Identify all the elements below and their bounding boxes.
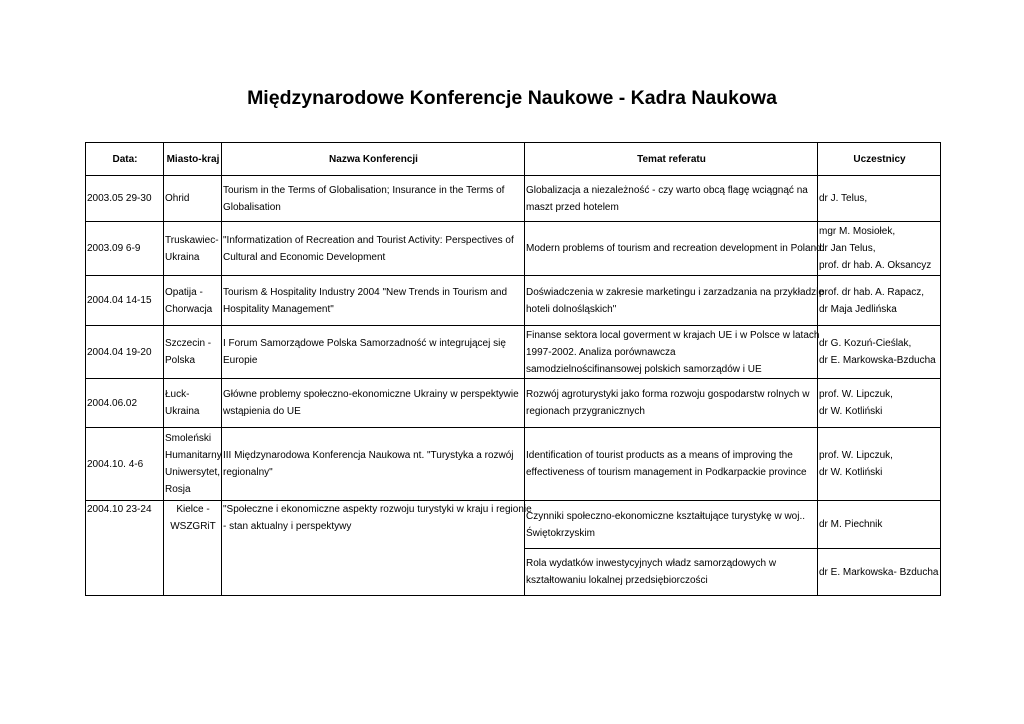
topic-cell-line: Doświadczenia w zakresie marketingu i zarzadzania na przykładzie [526,286,824,298]
topic-cell [525,379,818,428]
conference-cell [222,428,525,501]
conference-cell-line: Europie [223,355,258,366]
topic-cell [525,176,818,222]
city-cell [164,379,222,428]
city-cell-line: Truskawiec- [165,234,219,246]
date-cell-line: 2003.05 29-30 [87,193,152,204]
conference-cell-line: Globalisation [223,201,281,213]
participants-cell [818,549,941,596]
participants-cell-line: dr Maja Jedlińska [819,303,897,315]
city-cell-line: Ukraina [165,251,200,263]
topic-cell-line: Identification of tourist products as a means of improving the [526,450,793,461]
date-cell [86,501,164,549]
city-cell-line: Ohrid [165,193,190,204]
participants-cell-line: dr G. Kozuń-Cieślak, [819,338,912,349]
date-cell-line: 2004.06.02 [87,397,138,409]
topic-cell-line: regionach przygranicznych [526,406,645,417]
table-row [86,428,941,501]
participants-cell [818,501,941,549]
conference-cell-line: regionalny" [223,467,273,478]
participants-cell-line: prof. dr hab. A. Rapacz, [819,286,925,298]
participants-cell [818,326,941,379]
topic-cell-line: Modern problems of tourism and recreation development in Poland. [526,243,825,254]
participants-cell [818,276,941,326]
conference-cell-line: III Międzynarodowa Konferencja Naukowa nt. "Turystyka a rozwój [223,450,514,461]
participants-cell-line: prof. W. Lipczuk, [819,450,893,461]
topic-cell-line: hoteli dolnośląskich" [526,303,617,315]
header-topic: Temat referatu [525,143,818,176]
city-cell-line: Uniwersytet, [165,467,221,478]
date-cell [86,176,164,222]
conference-cell-line: wstąpienia do UE [223,406,301,417]
participants-cell-line: mgr M. Mosiołek, [819,226,896,237]
participants-cell-line: dr W. Kotliński [819,467,883,478]
participants-cell-line: prof. W. Lipczuk, [819,389,893,400]
table-row [86,549,941,596]
conference-cell [222,326,525,379]
date-cell-line: 2004.04 14-15 [87,295,152,306]
conference-cell-line: Cultural and Economic Development [223,251,386,263]
topic-cell-line: Czynniki społeczno-ekonomiczne kształtujące turystykę w woj.. [526,510,805,522]
topic-cell-line: Finanse sektora local goverment w krajach UE i w Polsce w latach [526,329,820,341]
date-cell-line: 2004.10 23-24 [87,504,152,515]
conference-cell [222,276,525,326]
date-cell [86,326,164,379]
city-cell-line: Szczecin - [165,338,212,349]
table-row [86,501,941,549]
conference-table [85,142,941,596]
city-cell-line: Kielce - [176,504,210,515]
city-cell-line: Ukraina [165,406,200,417]
participants-cell-line: dr W. Kotliński [819,406,883,417]
topic-cell-line: maszt przed hotelem [526,201,619,213]
conference-cell [222,501,532,549]
header-row [86,143,941,176]
header-city: Miasto-kraj [164,143,222,176]
participants-cell [818,379,941,428]
participants-cell [818,428,941,501]
topic-cell [525,549,818,596]
header-conference: Nazwa Konferencji [222,143,525,176]
city-cell [164,222,222,276]
conference-cell [222,176,525,222]
city-cell-line: Polska [165,355,196,366]
city-cell [164,326,222,379]
conference-cell [222,549,525,596]
topic-cell-line: Globalizacja a niezależność - czy warto obcą flagę wciągnąć na [526,184,808,196]
date-cell [86,379,164,428]
table-row [86,276,941,326]
table-row [86,379,941,428]
date-cell [86,222,164,276]
conference-cell-line: Główne problemy społeczno-ekonomiczne Ukrainy w perspektywie [223,389,519,400]
participants-cell-line: dr Jan Telus, [819,243,876,254]
participants-cell-line: dr J. Telus, [819,193,868,204]
city-cell [164,549,222,596]
conference-cell [222,379,525,428]
topic-cell [525,222,825,276]
topic-cell-line: samodzielnościfinansowej polskich samorządów i UE [526,363,762,375]
city-cell-line: WSZGRiT [170,521,216,532]
topic-cell-line: kształtowaniu lokalnej przedsiębiorczości [526,575,708,586]
date-cell-line: 2004.04 19-20 [87,346,152,358]
conference-cell-line: Tourism in the Terms of Globalisation; Insurance in the Terms of [223,184,505,196]
conference-cell-line: Hospitality Management" [223,303,334,315]
date-cell-line: 2004.10. 4-6 [87,458,144,470]
city-cell [164,501,222,549]
participants-cell-line: dr E. Markowska- Bzducha [819,566,939,578]
participants-cell [818,222,941,276]
conference-cell-line: Tourism & Hospitality Industry 2004 "New Trends in Tourism and [223,286,508,298]
topic-cell-line: Rola wydatków inwestycyjnych władz samorządowych w [526,558,777,569]
city-cell-line: Smoleński [165,433,212,444]
conference-cell-line: "Informatization of Recreation and Tourist Activity: Perspectives of [223,234,514,246]
city-cell [164,176,222,222]
topic-cell-line: Rozwój agroturystyki jako forma rozwoju gospodarstw rolnych w [526,389,810,400]
city-cell-line: Opatija - [165,286,203,298]
date-cell [86,276,164,326]
date-cell-line: 2003.09 6-9 [87,243,141,254]
city-cell-line: Chorwacja [165,303,213,315]
conference-cell-line: - stan aktualny i perspektywy [223,521,352,532]
table-row [86,176,941,222]
topic-cell [525,501,818,549]
topic-cell [525,428,818,501]
city-cell [164,428,222,501]
header-date: Data: [86,143,164,176]
participants-cell-line: dr M. Piechnik [819,519,883,530]
participants-cell-line: prof. dr hab. A. Oksancyz [819,260,932,271]
participants-cell-line: dr E. Markowska-Bzducha [819,355,936,366]
table-row [86,326,941,379]
topic-cell-line: 1997-2002. Analiza porównawcza [526,346,676,358]
topic-cell-line: Świętokrzyskim [526,527,595,539]
city-cell-line: Rosja [165,484,191,495]
city-cell [164,276,222,326]
topic-cell [525,326,818,379]
table-row [86,222,941,276]
topic-cell-line: effectiveness of tourism management in Podkarpackie province [526,467,807,478]
date-cell [86,549,164,596]
conference-cell-line: I Forum Samorządowe Polska Samorzadność w integrującej się [223,338,506,349]
document-title: Międzynarodowe Konferencje Naukowe - Kadra Naukowa [247,87,777,109]
city-cell-line: Humanitarny [165,450,222,461]
topic-cell [525,276,824,326]
city-cell-line: Łuck- [165,389,190,400]
conference-cell-line: "Społeczne i ekonomiczne aspekty rozwoju turystyki w kraju i regionie [223,504,532,515]
participants-cell [818,176,941,222]
header-participants: Uczestnicy [818,143,941,176]
date-cell [86,428,164,501]
conference-cell [222,222,525,276]
